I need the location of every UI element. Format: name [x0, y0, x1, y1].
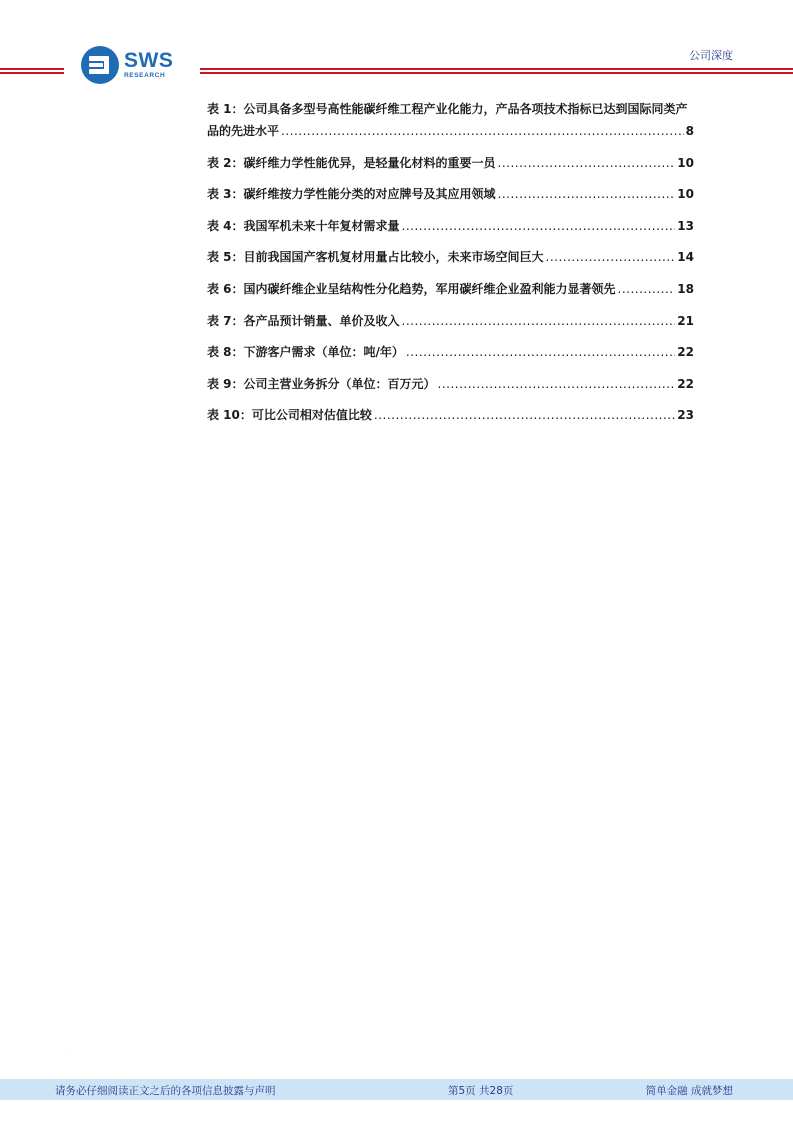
- toc-entry-table-7[interactable]: [207, 310, 694, 332]
- toc-entry-page: 22: [677, 376, 694, 391]
- toc-entry-page: 14: [677, 250, 694, 265]
- toc-leader-dots: [498, 152, 676, 174]
- toc-entry-table-9[interactable]: [207, 373, 694, 395]
- toc-leader-dots: [618, 278, 676, 300]
- toc-entry-label: 表 8：下游客户需求（单位：吨/年）: [207, 345, 404, 360]
- footer-slogan: 简单金融 成就梦想: [645, 1085, 733, 1097]
- toc-entry-page: 23: [677, 408, 694, 423]
- toc-entry-label: 表 4：我国军机未来十年复材需求量: [207, 218, 400, 233]
- toc-entry-label: 表 6：国内碳纤维企业呈结构性分化趋势，军用碳纤维企业盈利能力显著领先: [207, 281, 616, 296]
- sws-logo: [80, 44, 200, 86]
- toc-entry-table-6[interactable]: [207, 278, 694, 300]
- document-type-label: 公司深度: [689, 49, 733, 62]
- toc-entry-page: 10: [677, 155, 694, 170]
- toc-entry-page: 8: [685, 124, 694, 138]
- logo-subtext: RESEARCH: [124, 72, 166, 80]
- logo-wordmark: SWS: [124, 49, 174, 73]
- sws-logo-icon: [80, 45, 120, 85]
- toc-entry-table-5[interactable]: [207, 246, 694, 268]
- header-rule-right: [200, 68, 793, 74]
- header-rule-left: [0, 68, 64, 74]
- toc-entry-table-3[interactable]: [207, 183, 694, 205]
- toc-leader-dots: [402, 310, 676, 332]
- toc-entry-page: 13: [677, 218, 694, 233]
- toc-leader-dots: [546, 246, 676, 268]
- toc-entry-page: 21: [677, 313, 694, 328]
- toc-leader-dots: [406, 341, 675, 363]
- toc-leader-dots: [402, 215, 676, 237]
- toc-entry-table-8[interactable]: [207, 341, 694, 363]
- toc-entry-table-10[interactable]: [207, 404, 694, 426]
- toc-entry-label: 表 2：碳纤维力学性能优异，是轻量化材料的重要一员: [207, 155, 496, 170]
- toc-leader-dots: [438, 373, 676, 395]
- toc-entry-label-line1: 表 1：公司具备多型号高性能碳纤维工程产业化能力，产品各项技术指标已达到国际同类产: [207, 102, 688, 116]
- toc-entry-page: 10: [677, 187, 694, 202]
- toc-entry-table-4[interactable]: [207, 215, 694, 237]
- toc-leader-dots: [374, 404, 675, 426]
- footer-disclaimer: 请务必仔细阅读正文之后的各项信息披露与声明: [55, 1085, 276, 1097]
- toc-entry-page: 18: [677, 281, 694, 296]
- toc-leader-dots: [281, 120, 684, 142]
- toc-leader-dots: [498, 183, 676, 205]
- toc-entry-table-2[interactable]: [207, 152, 694, 174]
- toc-entry-label: 表 3：碳纤维按力学性能分类的对应牌号及其应用领域: [207, 187, 496, 202]
- toc-entry-label: 表 9：公司主营业务拆分（单位：百万元）: [207, 376, 436, 391]
- toc-entry-label: 表 10：可比公司相对估值比较: [207, 408, 372, 423]
- footer-page-number: 第5页 共28页: [448, 1085, 514, 1097]
- toc-entry-label: 表 7：各产品预计销量、单价及收入: [207, 313, 400, 328]
- toc-entry-table-1[interactable]: [207, 98, 694, 142]
- toc-entry-label: 表 5：目前我国国产客机复材用量占比较小，未来市场空间巨大: [207, 250, 544, 265]
- faint-page-mark: ◦: [68, 1048, 72, 1055]
- toc-entry-page: 22: [677, 345, 694, 360]
- table-of-tables: [207, 98, 694, 436]
- toc-entry-label: 品的先进水平: [207, 124, 280, 138]
